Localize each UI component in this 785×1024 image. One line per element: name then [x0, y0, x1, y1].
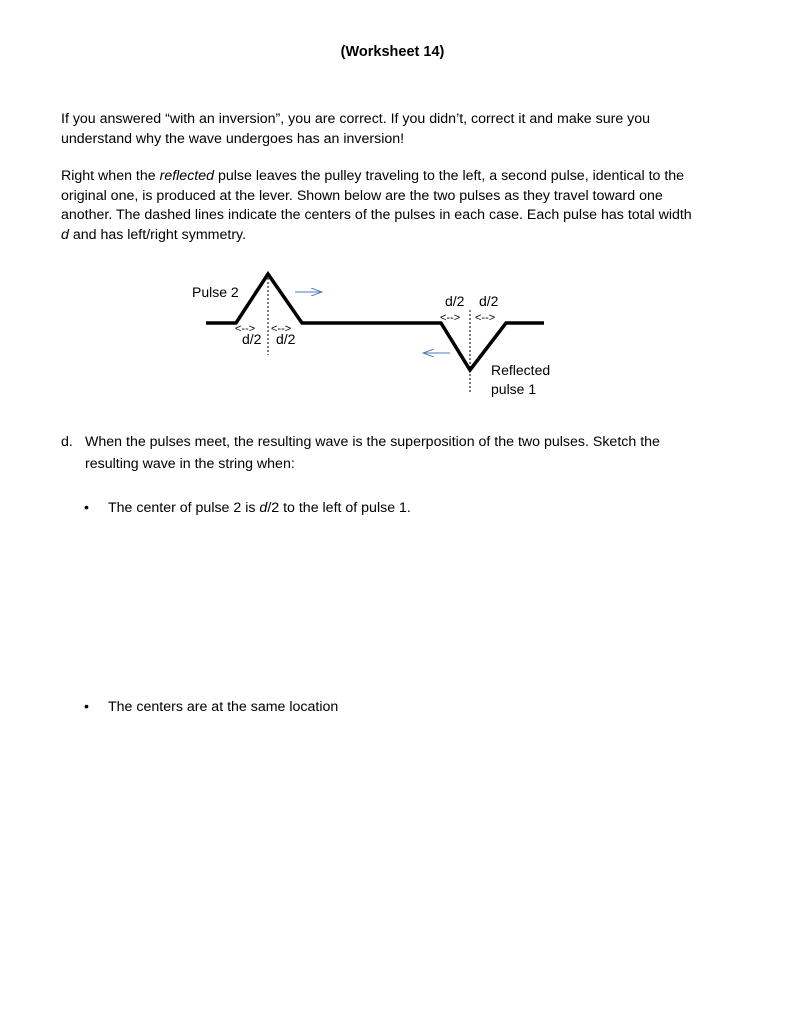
pulse1-label-line2: pulse 1 — [491, 381, 537, 397]
pulse1-left-arrow: <--> — [440, 312, 461, 324]
question-d-text: When the pulses meet, the resulting wave is the superposition of the two pulses. Sketch the resulting wave in the string when: — [85, 434, 660, 472]
pulse1-label-line1: Reflected — [491, 362, 551, 378]
pulse2-left-arrow: <--> — [235, 323, 256, 335]
worksheet-title: (Worksheet 14) — [340, 44, 445, 60]
pulse2-right-arrow: <--> — [271, 323, 292, 335]
bullet-item-1-text-part1: The center of pulse 2 is — [108, 500, 260, 516]
paragraph-second-pulse-text-2: pulse leaves the pulley traveling to the left, a second pulse, identical to the original one, is produced at the lever. Shown below are the two pulses as they travel toward one another. The dashed lines indicate the centers of the pulses in each case. Each pulse has total width — [61, 168, 692, 223]
pulse1-left-half-width-label: d/2 — [445, 293, 465, 309]
pulses-diagram — [0, 260, 785, 410]
bullet-dot-icon: • — [84, 500, 89, 516]
bullet-item-1-text — [108, 499, 411, 518]
question-d-label: d. — [61, 434, 73, 450]
pulse2-string — [206, 274, 436, 323]
paragraph-second-pulse-text-3: and has left/right symmetry. — [68, 226, 247, 243]
pulses-figure — [0, 260, 785, 410]
paragraph-second-pulse-emph-reflected: reflected — [159, 168, 215, 184]
pulse2-left-half-width-label: d/2 — [242, 331, 262, 347]
bullet-item-1-emph: d — [259, 500, 268, 516]
pulse1-right-arrow: <--> — [475, 312, 496, 324]
paragraph-inversion-note: If you answered “with an inversion”, you are correct. If you didn’t, correct it and make sure you understand why the wave undergoes has an inversion! — [61, 111, 651, 147]
pulse1-right-half-width-label: d/2 — [479, 293, 499, 309]
pulse2-label: Pulse 2 — [192, 284, 239, 300]
paragraph-second-pulse — [61, 167, 696, 245]
pulse2-right-half-width-label: d/2 — [276, 331, 296, 347]
paragraph-second-pulse-emph-d: d — [61, 226, 69, 243]
paragraph-second-pulse-text-1: Right when the — [61, 168, 160, 184]
bullet-item-1-text-part2: /2 to the left of pulse 1. — [267, 500, 411, 516]
bullet-dot-icon: • — [84, 699, 89, 715]
bullet-item-2-text: The centers are at the same location — [108, 699, 339, 715]
